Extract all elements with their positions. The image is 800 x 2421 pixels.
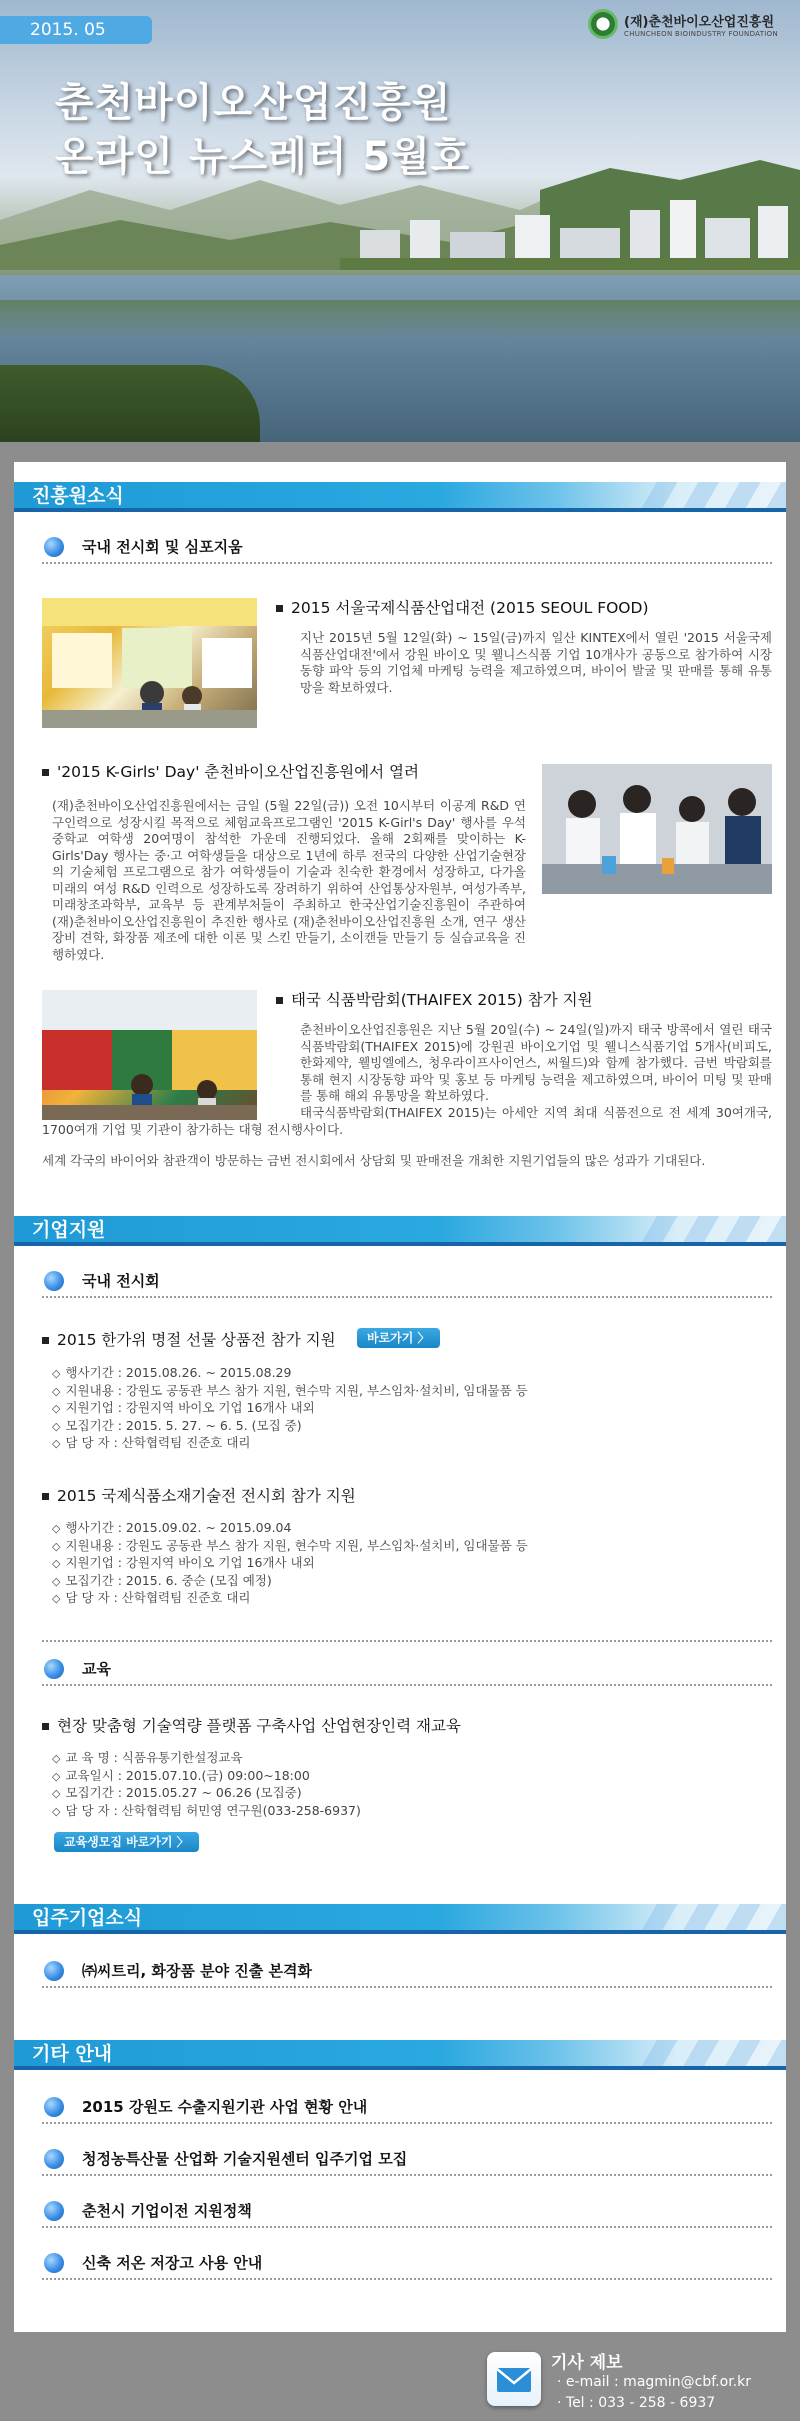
square-bullet-icon: [42, 1723, 49, 1730]
article-kgirls-title[interactable]: '2015 K-Girls' Day' 춘천바이오산업진흥원에서 열려: [42, 760, 419, 782]
article-seoul-food-body: 지난 2015년 5월 12일(화) ~ 15일(금)까지 일산 KINTEX에서 열린 '2015 서울국제식품산업대전'에서 강원 바이오 및 웰니스식품 기업 10개사가 공동으로 참가하여 시장동향 파악 등의 기업체 마케팅 능력을 제고하였으며, 바이어 발굴 및 판매를 통해 유통망을 확보하였다.: [300, 630, 772, 695]
footer: [0, 2342, 800, 2421]
sub-education-label: 교육: [82, 1660, 111, 1678]
bullet-orb-icon: [44, 1961, 64, 1981]
thaifex-photo: [42, 990, 257, 1120]
foundation-logo[interactable]: [588, 6, 788, 42]
other-item-label: 신축 저온 저장고 사용 안내: [82, 2254, 263, 2272]
exhibition-booth-image: [42, 598, 257, 728]
cbf-logo-icon: [588, 9, 618, 39]
square-bullet-icon: [276, 605, 283, 612]
list-item: ◇ 담 당 자 : 산학협력팀 진준호 대리: [52, 1435, 528, 1453]
article-kgirls-body-wrap: [52, 798, 526, 962]
newsletter-title-line2: 온라인 뉴스레터 5월호: [55, 134, 471, 180]
tenant-news-item[interactable]: [42, 1954, 772, 1988]
article-thaifex-body2: 태국식품박람회(THAIFEX 2015)는 아세안 지역 최대 식품전으로 전 세계 30여개국, 1700여개 기업 및 기관이 참가하는 대형 전시행사이다.: [42, 1105, 772, 1137]
other-item-cold-storage[interactable]: [42, 2246, 772, 2280]
section-support: [14, 1216, 786, 1246]
river-reflection: [0, 300, 800, 340]
list-item: ◇ 지원기업 : 강원지역 바이오 기업 16개사 내외: [52, 1400, 528, 1418]
sub-domestic-fair-label: 국내 전시회: [82, 1272, 160, 1290]
square-bullet-icon: [276, 997, 283, 1004]
support-chuseok-title[interactable]: 2015 한가위 명절 선물 상품전 참가 지원: [42, 1328, 336, 1350]
article-thaifex-title[interactable]: 태국 식품박람회(THAIFEX 2015) 참가 지원: [276, 988, 593, 1010]
bullet-orb-icon: [44, 1659, 64, 1679]
list-item: ◇ 교육일시 : 2015.07.10.(금) 09:00~18:00: [52, 1768, 361, 1786]
list-item: ◇ 행사기간 : 2015.08.26. ~ 2015.08.29: [52, 1365, 528, 1383]
thaifex-booth-image: [42, 990, 257, 1120]
newsletter-title: [55, 76, 470, 184]
content-panel: [14, 462, 786, 2332]
section-other-label: 기타 안내: [32, 2043, 113, 2065]
lab-students-image: [542, 764, 772, 894]
food-tech-info-list: [52, 1520, 528, 1608]
bullet-orb-icon: [44, 537, 64, 557]
education-info-list: [52, 1750, 361, 1820]
list-item: ◇ 지원내용 : 강원도 공동관 부스 참가 지원, 현수막 지원, 부스임차·설치비, 임대물품 등: [52, 1538, 528, 1556]
kgirls-day-photo: [542, 764, 772, 894]
mail-icon[interactable]: [487, 2352, 541, 2406]
list-item: ◇ 교 육 명 : 식품유통기한설정교육: [52, 1750, 361, 1768]
issue-date-badge: 2015. 05: [0, 16, 152, 44]
education-title[interactable]: 현장 맞춤형 기술역량 플랫폼 구축사업 산업현장인력 재교육: [42, 1714, 461, 1736]
other-item-relocation[interactable]: [42, 2194, 772, 2228]
footer-tel: · Tel : 033 - 258 - 6937: [557, 2395, 716, 2411]
newsletter-title-line1: 춘천바이오산업진흥원: [55, 80, 452, 126]
section-tenant-label: 입주기업소식: [32, 1907, 143, 1929]
bullet-orb-icon: [44, 2201, 64, 2221]
section-news: [14, 482, 786, 512]
section-support-label: 기업지원: [32, 1219, 106, 1241]
list-item: ◇ 모집기간 : 2015. 6. 중순 (모집 예정): [52, 1573, 528, 1591]
square-bullet-icon: [42, 769, 49, 776]
bullet-orb-icon: [44, 2253, 64, 2273]
bullet-orb-icon: [44, 2149, 64, 2169]
education-apply-button[interactable]: 교육생모집 바로가기 〉: [54, 1832, 199, 1852]
list-item: ◇ 행사기간 : 2015.09.02. ~ 2015.09.04: [52, 1520, 528, 1538]
divider: [42, 1640, 772, 1642]
sub-domestic-exhibition-label: 국내 전시회 및 심포지움: [82, 538, 243, 556]
city-illustration: [340, 170, 800, 270]
other-item-label: 2015 강원도 수출지원기관 사업 현황 안내: [82, 2098, 368, 2116]
header-banner: [0, 0, 800, 442]
logo-english-name: CHUNCHEON BIOINDUSTRY FOUNDATION: [624, 29, 778, 38]
square-bullet-icon: [42, 1337, 49, 1344]
article-seoul-food-title[interactable]: 2015 서울국제식품산업대전 (2015 SEOUL FOOD): [276, 596, 649, 618]
footer-email[interactable]: · e-mail : magmin@cbf.or.kr: [557, 2374, 751, 2390]
tenant-news-item-label: ㈜씨트리, 화장품 분야 진출 본격화: [82, 1962, 312, 1980]
divider: [42, 1986, 772, 1988]
list-item: ◇ 담 당 자 : 산학협력팀 허민영 연구원(033-258-6937): [52, 1803, 361, 1821]
section-news-label: 진흥원소식: [32, 485, 124, 507]
support-food-tech-title[interactable]: 2015 국제식품소재기술전 전시회 참가 지원: [42, 1484, 356, 1506]
list-item: ◇ 모집기간 : 2015.05.27 ~ 06.26 (모집중): [52, 1785, 361, 1803]
sub-domestic-exhibition[interactable]: [42, 530, 772, 564]
list-item: ◇ 지원기업 : 강원지역 바이오 기업 16개사 내외: [52, 1555, 528, 1573]
riverbank-trees: [0, 365, 260, 442]
bullet-orb-icon: [44, 1271, 64, 1291]
square-bullet-icon: [42, 1493, 49, 1500]
section-other: [14, 2040, 786, 2070]
list-item: ◇ 지원내용 : 강원도 공동관 부스 참가 지원, 현수막 지원, 부스임차·설치비, 임대물품 등: [52, 1383, 528, 1401]
sub-domestic-fair[interactable]: [42, 1264, 772, 1298]
other-item-label: 춘천시 기업이전 지원정책: [82, 2202, 252, 2220]
seoul-food-photo: [42, 598, 257, 728]
sub-education[interactable]: [42, 1652, 772, 1686]
logo-korean-name: (재)춘천바이오산업진흥원: [624, 14, 775, 30]
other-item-tenant-recruit[interactable]: [42, 2142, 772, 2176]
article-thaifex-body3: 세계 각국의 바이어와 참관객이 방문하는 금번 전시회에서 상담회 및 판매전을 개최한 지원기업들의 많은 성과가 기대된다.: [42, 1153, 706, 1168]
section-tenant: [14, 1904, 786, 1934]
bullet-orb-icon: [44, 2097, 64, 2117]
list-item: ◇ 담 당 자 : 산학협력팀 진준호 대리: [52, 1590, 528, 1608]
article-thaifex-body1: 춘천바이오산업진흥원은 지난 5월 20일(수) ~ 24일(일)까지 태국 방콕에서 열린 태국식품박람회(THAIFEX 2015)에 강원권 바이오기업 및 웰니스식품기업 5개사(비피도, 한화제약, 웰빙엘에스, 청우라이프사이언스, 씨월드)와 함께 참가했다. 금번 박람회를 통해 현지 시장동향 파악 및 홍보 등 마케팅 능력을 제고하였으며, 바이어 미팅 및 판매를 통해 해외 유통망을 확보하였다.: [300, 1022, 772, 1103]
other-item-export[interactable]: [42, 2090, 772, 2124]
chuseok-info-list: [52, 1365, 528, 1453]
chuseok-goto-button[interactable]: 바로가기 〉: [357, 1328, 440, 1348]
other-item-label: 청정농특산물 산업화 기술지원센터 입주기업 모집: [82, 2150, 408, 2168]
list-item: ◇ 모집기간 : 2015. 5. 27. ~ 6. 5. (모집 중): [52, 1418, 528, 1436]
article-kgirls-body: (재)춘천바이오산업진흥원에서는 금일 (5월 22일(금)) 오전 10시부터 이공계 R&D 연구인력으로 성장시킬 목적으로 체험교육프로그램인 '2015 K-Girl's Day' 행사를 우석중학교 여학생 20여명이 참석한 가운데 진행되었다. 올해 2회째를 맞이하는 K-Girls'Day 행사는 중·고 여학생들을 대상으로 1년에 하루 전국의 다양한 산업기술현장의 기술체험 프로그램으로 참가 여학생들이 기술과 친숙한 환경에서 성장하고, 다가올 미래의 여성 R&D 인력으로 성장하도록 장려하기 위하여 산업통상자원부, 여성가족부, 미래창조과학부, 교육부 등 관계부처들이 주최하고 한국산업기술진흥원이 주관하여 (재)춘천바이오산업진흥원이 추진한 행사로 (재)춘천바이오산업진흥원 소개, 연구 생산 장비 견학, 화장품 제조에 대한 이론 및 스킨 만들기, 소이캔들 만들기 등 실습교육을 진행하였다.: [52, 798, 526, 962]
footer-title: 기사 제보: [551, 2353, 623, 2373]
